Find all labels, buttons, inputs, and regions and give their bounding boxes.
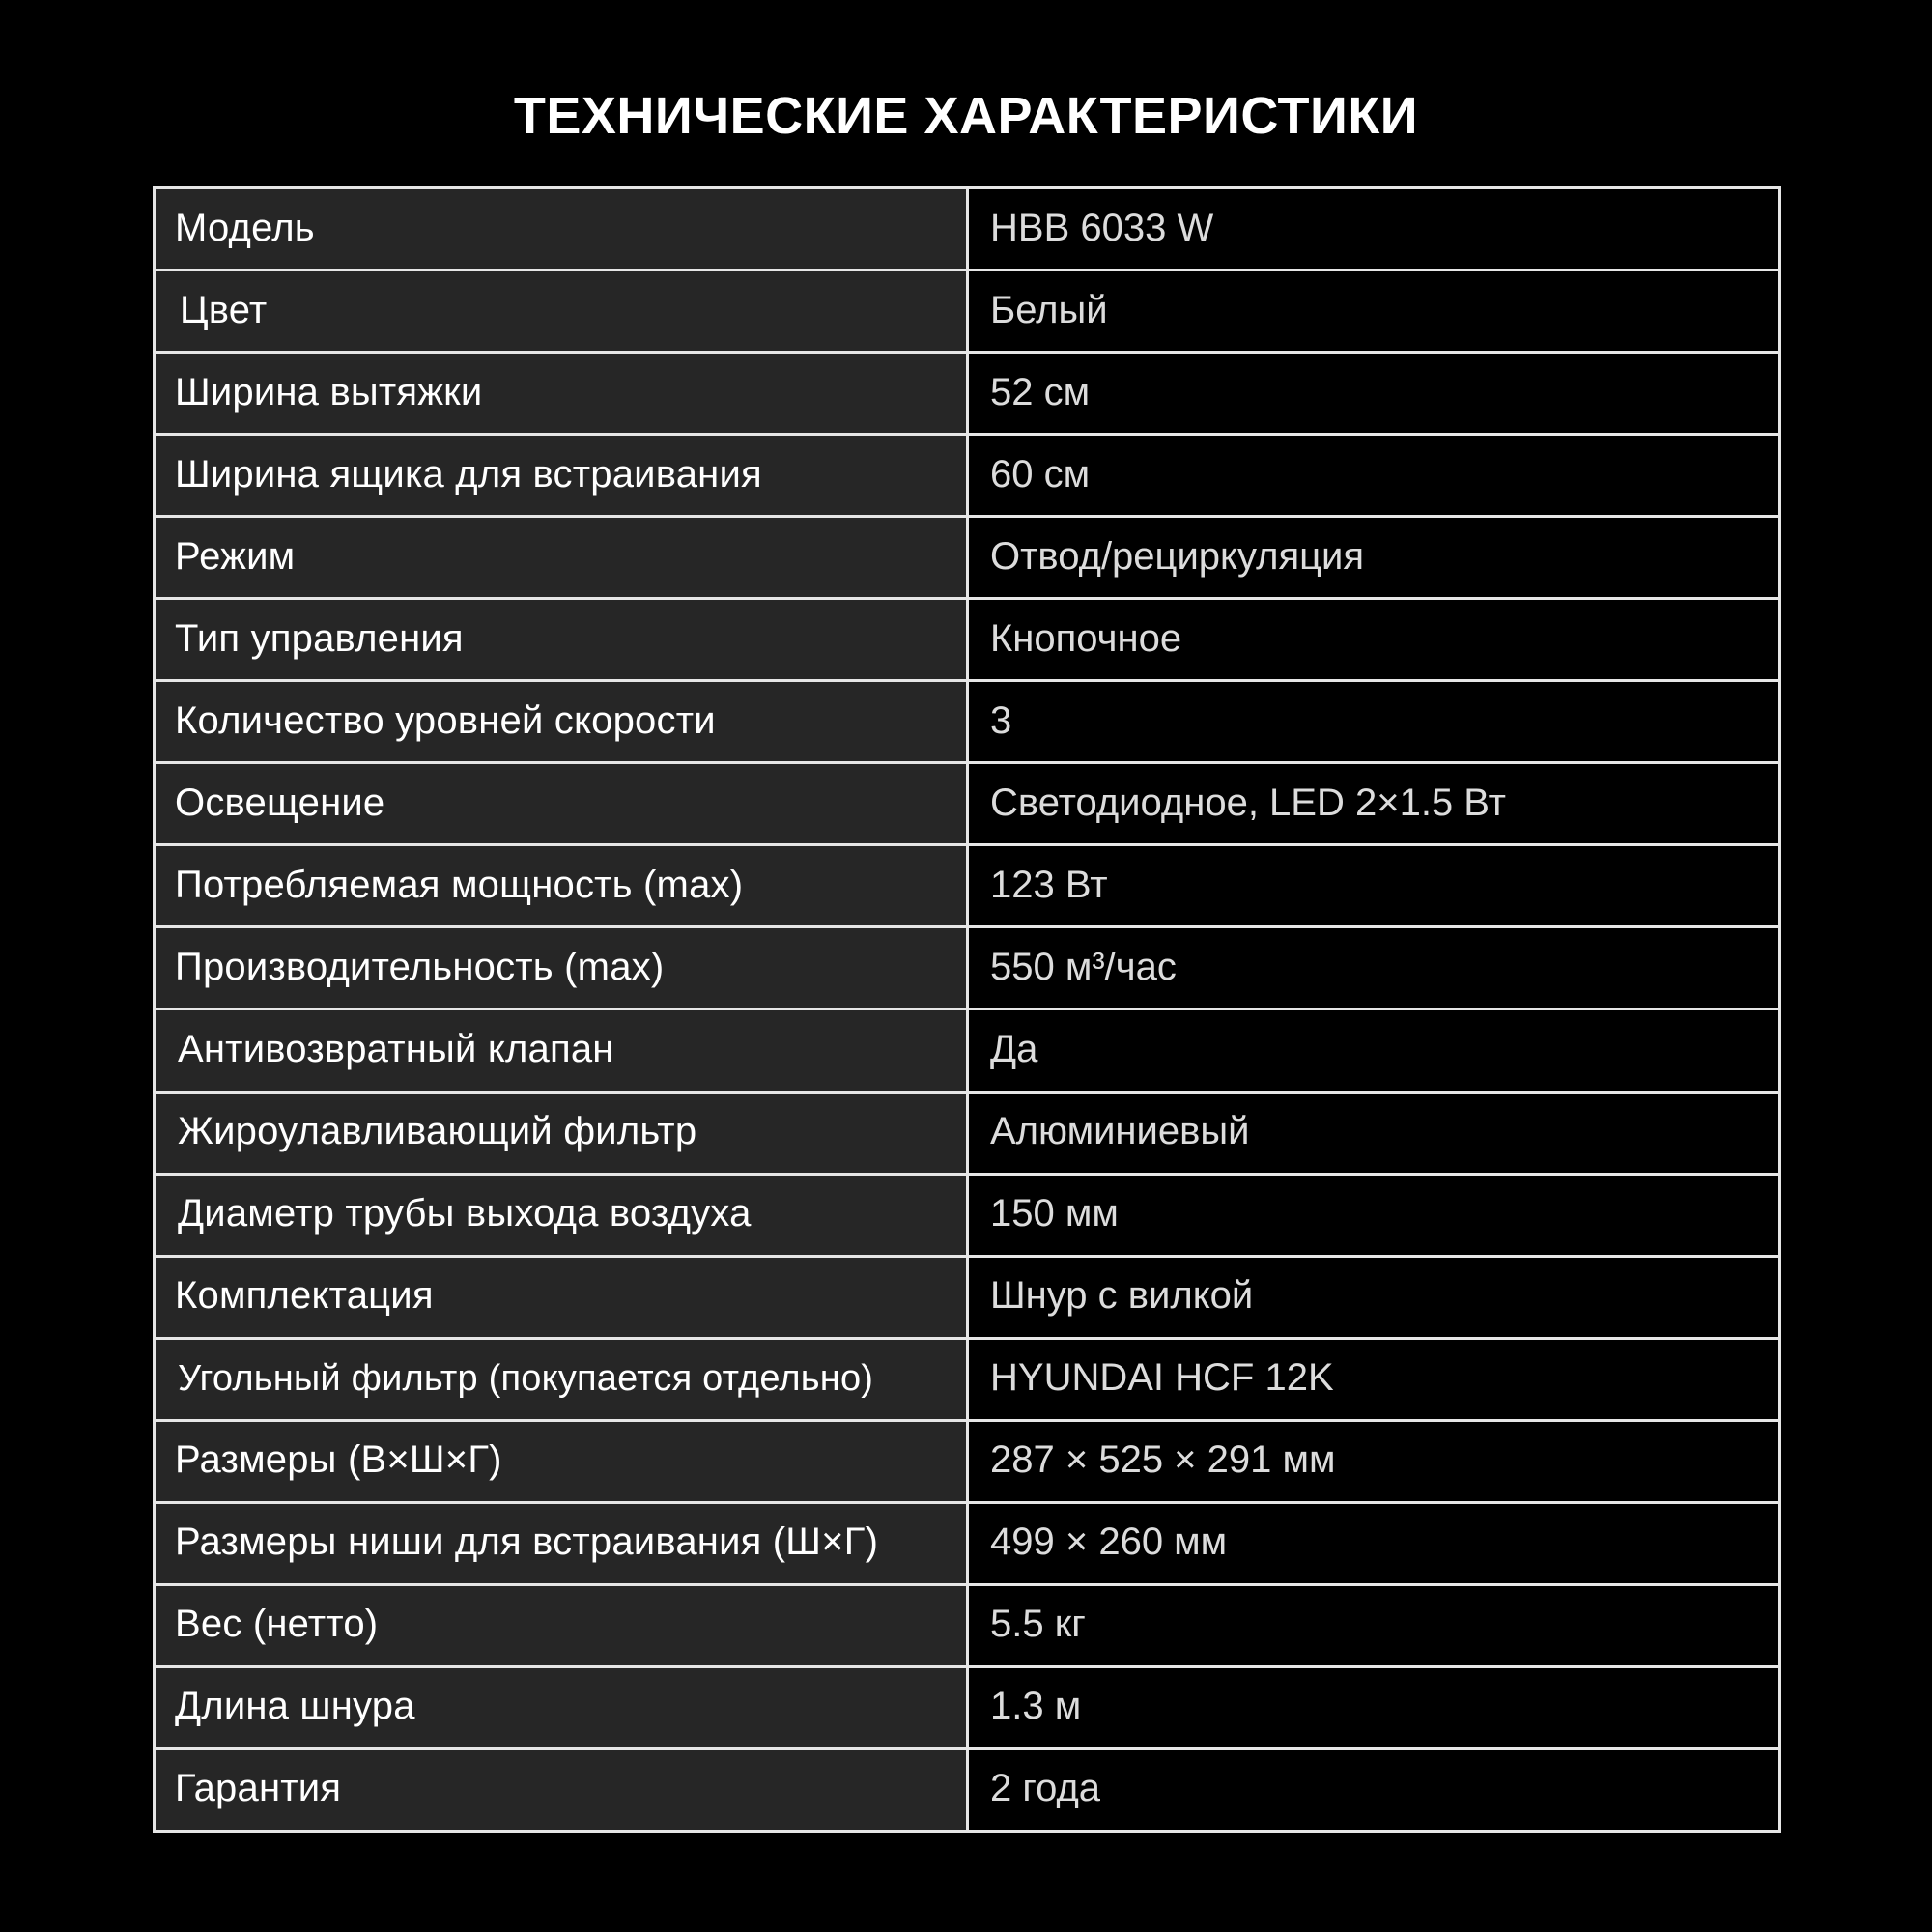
spec-value [968,435,1780,517]
spec-label [155,1748,968,1831]
spec-value-text: Кнопочное [990,616,1182,660]
spec-label [155,517,968,599]
spec-label-text: Жироулавливающий фильтр [178,1110,697,1153]
spec-label [155,681,968,763]
spec-value-text: HYUNDAI HCF 12K [990,1356,1334,1400]
spec-label [155,1502,968,1584]
spec-value-text: 2 года [990,1767,1101,1810]
spec-value-text: Да [990,1027,1038,1070]
spec-label [155,845,968,927]
spec-value-text: 5.5 кг [990,1603,1086,1646]
spec-label [155,1009,968,1092]
spec-row-warranty [155,1748,1780,1831]
spec-row-package-contents [155,1256,1780,1338]
spec-value [968,763,1780,845]
spec-label [155,599,968,681]
spec-value-text: HBB 6033 W [990,206,1214,249]
spec-value [968,1584,1780,1666]
spec-label-text: Антивозвратный клапан [178,1027,614,1070]
spec-value [968,927,1780,1009]
spec-value-text: Белый [990,288,1108,331]
spec-value [968,681,1780,763]
spec-value-text: Алюминиевый [990,1110,1250,1153]
spec-value [968,1748,1780,1831]
spec-value-text: Отвод/рециркуляция [990,534,1365,578]
spec-value-text: 52 см [990,370,1091,413]
spec-label-text: Потребляемая мощность (max) [175,863,744,906]
spec-label [155,435,968,517]
spec-row-cord-length [155,1666,1780,1748]
spec-label-text: Количество уровней скорости [175,698,716,742]
spec-label-text: Ширина ящика для встраивания [175,452,762,496]
spec-label-text: Тип управления [175,616,464,660]
spec-label [155,1338,968,1420]
spec-label [155,353,968,435]
spec-value [968,1092,1780,1174]
spec-row-control-type [155,599,1780,681]
specifications-table [153,186,1781,1833]
spec-row-mode [155,517,1780,599]
spec-label-text: Ширина вытяжки [175,370,483,413]
spec-value-text: 123 Вт [990,863,1108,906]
spec-label-text: Модель [175,206,315,249]
spec-row-model [155,188,1780,270]
spec-value-text: 60 см [990,452,1091,496]
spec-label [155,1256,968,1338]
spec-row-lighting [155,763,1780,845]
spec-row-net-weight [155,1584,1780,1666]
spec-value [968,1666,1780,1748]
spec-value-text: 1.3 м [990,1685,1082,1728]
spec-value-text: Шнур с вилкой [990,1274,1254,1318]
spec-label-text: Размеры ниши для встраивания (Ш×Г) [175,1520,879,1564]
spec-label [155,927,968,1009]
spec-row-grease-filter [155,1092,1780,1174]
spec-label [155,1584,968,1666]
spec-value [968,353,1780,435]
spec-value [968,599,1780,681]
spec-value-text: Светодиодное, LED 2×1.5 Вт [990,781,1506,824]
spec-row-hood-width [155,353,1780,435]
spec-value [968,1502,1780,1584]
spec-value-text: 550 м³/час [990,945,1177,988]
spec-label [155,188,968,270]
spec-value [968,845,1780,927]
spec-row-cabinet-width [155,435,1780,517]
spec-row-color [155,270,1780,353]
spec-label-text: Угольный фильтр (покупается отдельно) [178,1358,874,1400]
spec-row-backdraft-valve [155,1009,1780,1092]
spec-label-text: Цвет [180,288,268,331]
spec-value-text: 499 × 260 мм [990,1520,1228,1564]
spec-value [968,188,1780,270]
spec-row-carbon-filter [155,1338,1780,1420]
spec-label [155,1420,968,1502]
spec-value [968,1256,1780,1338]
spec-label-text: Вес (нетто) [175,1603,379,1646]
spec-row-airflow [155,927,1780,1009]
spec-label-text: Размеры (В×Ш×Г) [175,1438,502,1482]
spec-value-text: 287 × 525 × 291 мм [990,1438,1336,1482]
spec-label [155,1092,968,1174]
spec-value-text: 3 [990,698,1012,742]
spec-label-text: Длина шнура [175,1685,415,1728]
spec-row-dimensions [155,1420,1780,1502]
spec-value [968,1338,1780,1420]
spec-value [968,1174,1780,1256]
spec-label-text: Производительность (max) [175,945,665,988]
page-title: ТЕХНИЧЕСКИЕ ХАРАКТЕРИСТИКИ [513,87,1419,145]
spec-row-duct-diameter [155,1174,1780,1256]
spec-label [155,763,968,845]
spec-value [968,270,1780,353]
spec-label-text: Гарантия [175,1767,342,1810]
spec-label-text: Режим [175,534,296,578]
spec-value-text: 150 мм [990,1192,1119,1236]
spec-label [155,1666,968,1748]
specifications-table-body [155,188,1780,1832]
spec-row-niche-dimensions [155,1502,1780,1584]
spec-value [968,1009,1780,1092]
spec-label [155,270,968,353]
spec-value [968,1420,1780,1502]
spec-label-text: Освещение [175,781,385,824]
spec-value [968,517,1780,599]
spec-label-text: Диаметр трубы выхода воздуха [178,1192,752,1236]
spec-row-speed-levels [155,681,1780,763]
spec-row-power-consumption [155,845,1780,927]
spec-label [155,1174,968,1256]
spec-label-text: Комплектация [175,1274,434,1318]
